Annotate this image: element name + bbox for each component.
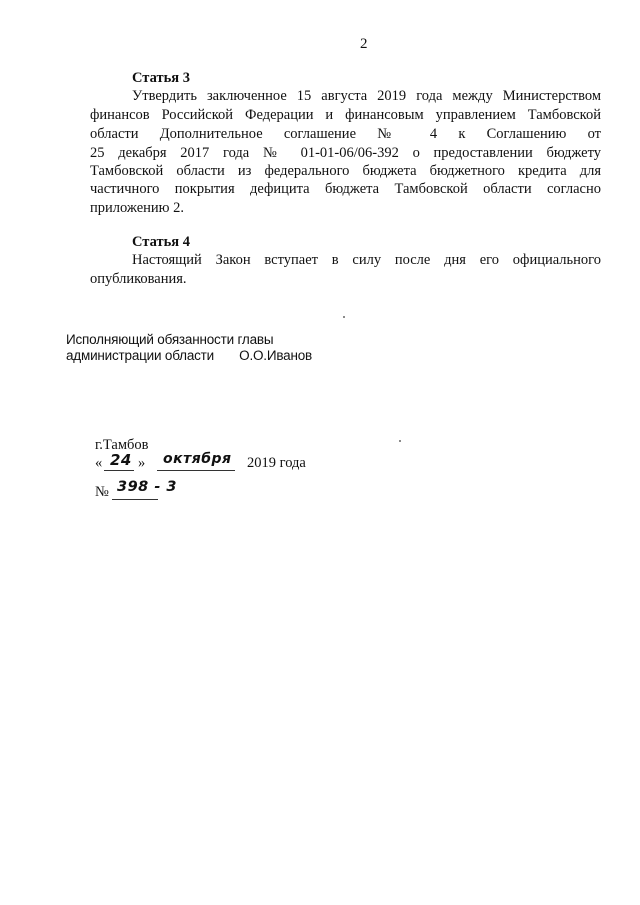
date-month-underline [157, 470, 235, 471]
number-symbol: № [95, 484, 109, 500]
scan-speck [343, 316, 345, 318]
date-month-handwritten: октября [163, 451, 232, 467]
date-day-handwritten: 24 [110, 451, 132, 469]
article-3-line-7: приложению 2. [90, 200, 185, 216]
place-of-signing: г.Тамбов [95, 437, 149, 453]
signature-title-line-2 [66, 348, 312, 363]
number-underline [112, 499, 158, 500]
article-3-line-1: Утвердить заключенное 15 августа 2019 года между Министерством [132, 88, 601, 104]
article-4-heading: Статья 4 [132, 234, 190, 250]
article-3-line-2: финансов Российской Федерации и финансовым управлением Тамбовской [90, 107, 601, 123]
article-3-heading: Статья 3 [132, 70, 190, 86]
article-3-line-5: Тамбовской области из федерального бюджета бюджетного кредита для [90, 163, 601, 179]
signature-title-line-1: Исполняющий обязанности главы [66, 332, 274, 347]
signatory-name: О.О.Иванов [239, 348, 313, 363]
date-day-underline [104, 470, 134, 471]
signature-title-org: администрации области [66, 348, 215, 363]
page-number: 2 [360, 36, 368, 52]
scan-speck-2 [399, 440, 401, 442]
article-3-line-3: области Дополнительное соглашение № 4 к Соглашению от [90, 126, 601, 142]
date-quote-close: » [138, 455, 146, 471]
article-4-line-2: опубликования. [90, 271, 187, 287]
date-year: 2019 года [247, 455, 306, 471]
number-handwritten: 398 - 3 [117, 479, 177, 495]
article-3-line-4: 25 декабря 2017 года № 01-01-06/06-392 о предоставлении бюджету [90, 145, 601, 161]
article-4-line-1: Настоящий Закон вступает в силу после дня его официального [132, 252, 601, 268]
date-quote-open: « [95, 455, 103, 471]
date-line [95, 454, 102, 473]
article-3-line-6: частичного покрытия дефицита бюджета Тамбовской области согласно [90, 181, 601, 197]
